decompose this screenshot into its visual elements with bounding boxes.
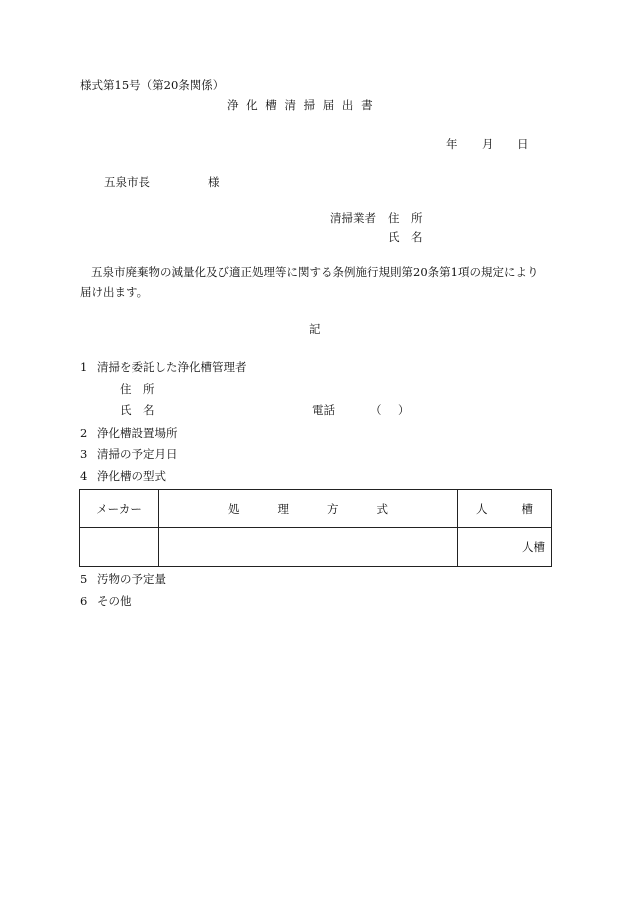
body-text-line1: 五泉市廃棄物の減量化及び適正処理等に関する条例施行規則第20条第1項の規定により [91,265,539,279]
header-capacity-char-2: 槽 [521,501,533,516]
capacity-unit-label: 人槽 [522,540,545,554]
applicant-name-label: 氏 名 [388,230,423,244]
item-1-number: 1 [80,360,88,374]
item-1-phone-label: 電話 [312,403,335,417]
header-method-char-3: 方 [327,501,339,516]
header-capacity [458,490,552,528]
table-header-row [80,490,552,528]
header-method-char-2: 理 [277,501,289,516]
date-year-label: 年 [446,137,458,151]
method-value-cell[interactable] [159,528,458,567]
item-1-name-label: 氏 名 [120,403,155,417]
body-text-line2: 届け出ます。 [80,285,149,299]
item-2-text: 浄化槽設置場所 [97,426,178,440]
item-1-paren-close: ） [398,403,410,417]
header-method-char-1: 処 [228,501,240,516]
item-5-number: 5 [80,572,88,586]
addressee-honorific: 様 [208,175,220,189]
table-data-row [80,528,552,567]
item-3-number: 3 [80,447,88,461]
maker-value-cell[interactable] [80,528,159,567]
septic-tank-type-table [79,489,552,567]
form-number: 様式第15号（第20条関係） [80,78,225,92]
item-5-text: 汚物の予定量 [97,572,166,586]
date-day-label: 日 [517,137,529,151]
item-4-text: 浄化槽の型式 [97,469,166,483]
item-4-number: 4 [80,469,88,483]
item-1-paren-open: （ [370,403,382,417]
applicant-role: 清掃業者 [330,211,376,225]
ki-label: 記 [309,322,321,336]
item-2-number: 2 [80,426,88,440]
capacity-value-cell[interactable] [458,528,552,567]
header-maker: メーカー [80,490,159,528]
item-3-text: 清掃の予定月日 [97,447,178,461]
header-method [159,490,458,528]
addressee-name: 五泉市長 [104,175,150,189]
applicant-address-label: 住 所 [388,211,423,225]
item-1-text: 清掃を委託した浄化槽管理者 [97,360,247,374]
document-title: 浄 化 槽 清 掃 届 出 書 [227,98,373,112]
item-6-number: 6 [80,594,88,608]
header-capacity-char-1: 人 [476,501,488,516]
date-month-label: 月 [482,137,494,151]
header-method-char-4: 式 [376,501,388,516]
item-1-address-label: 住 所 [120,382,155,396]
item-6-text: その他 [97,594,132,608]
